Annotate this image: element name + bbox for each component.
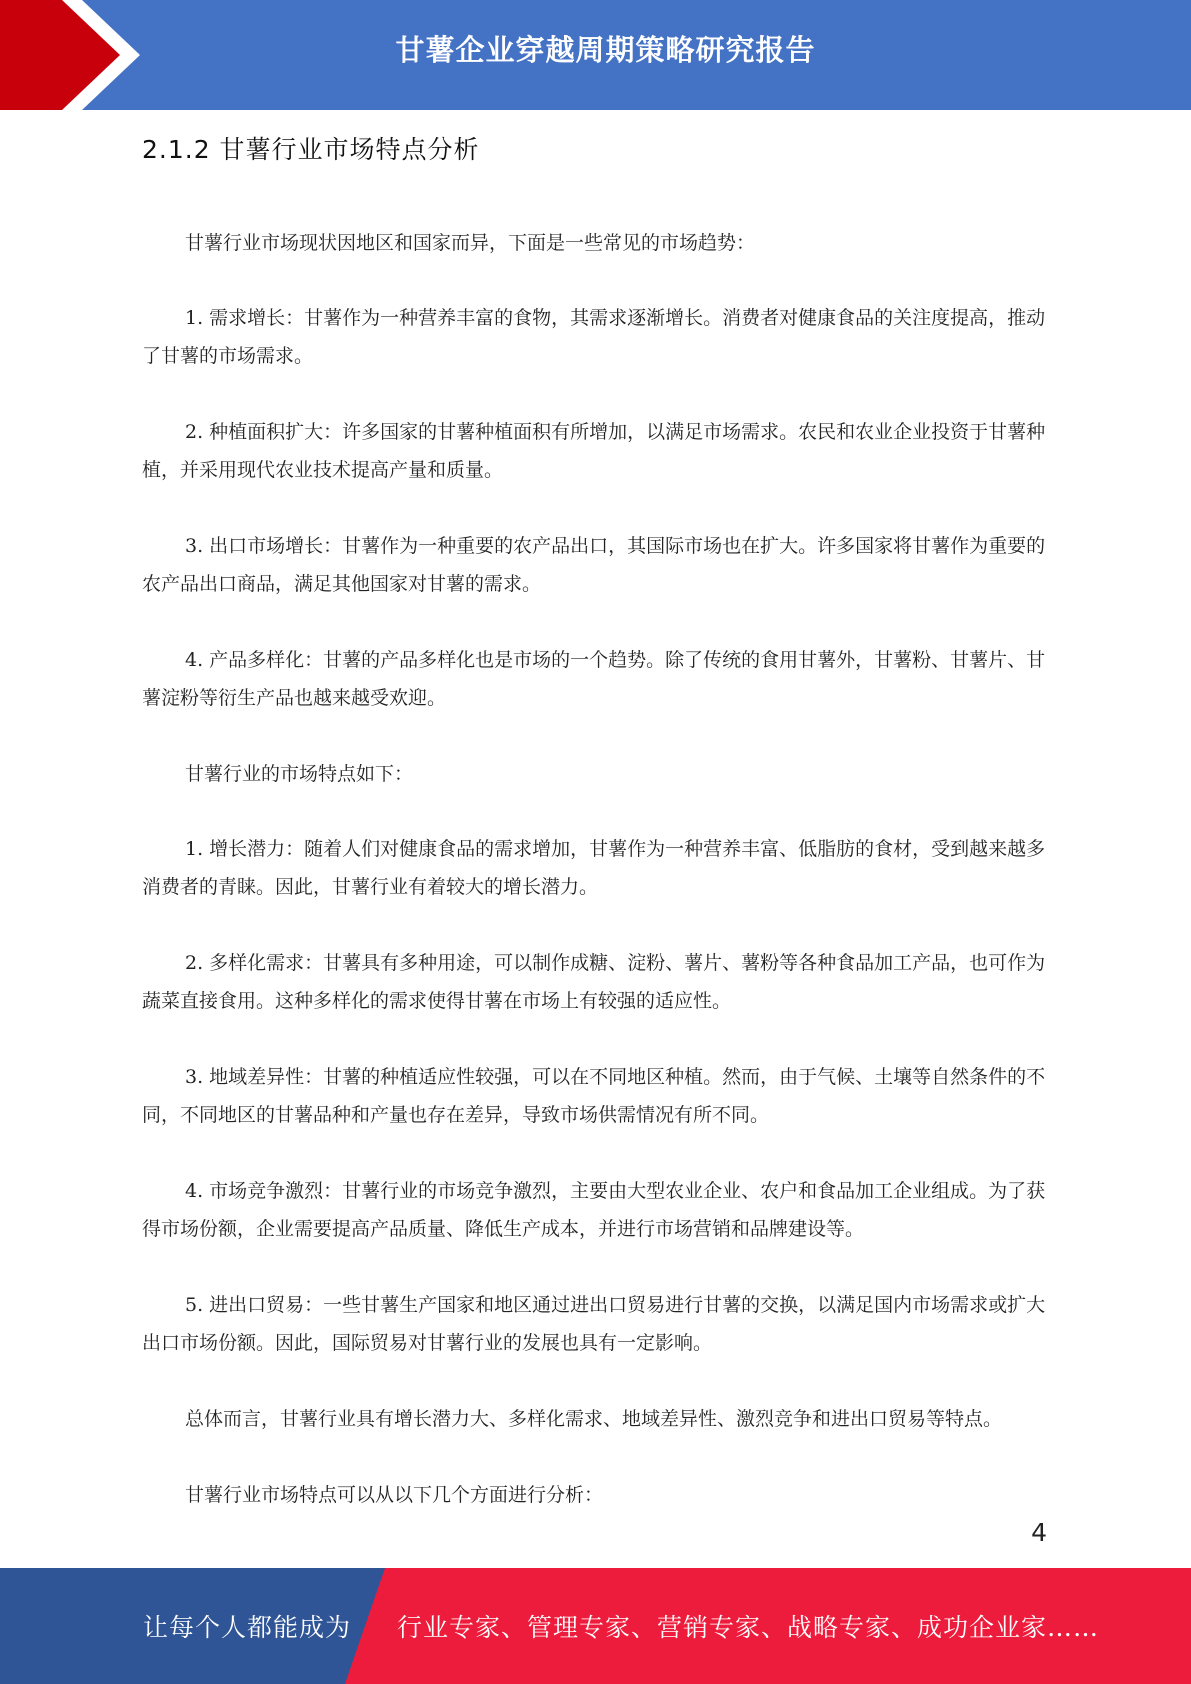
report-title: 甘薯企业穿越周期策略研究报告	[395, 32, 816, 67]
paragraph-feature-4: 4. 市场竞争激烈：甘薯行业的市场竞争激烈，主要由大型农业企业、农户和食品加工企业组成。为了获得市场份额，企业需要提高产品质量、降低生产成本，并进行市场营销和品牌建设等。	[142, 1180, 1046, 1240]
paragraph-feature-3: 3. 地域差异性：甘薯的种植适应性较强，可以在不同地区种植。然而，由于气候、土壤等自然条件的不同，不同地区的甘薯品种和产量也存在差异，导致市场供需情况有所不同。	[142, 1066, 1046, 1126]
page-footer	[0, 1568, 1191, 1684]
section-heading: 2.1.2 甘薯行业市场特点分析	[142, 135, 480, 164]
paragraph-summary: 总体而言，甘薯行业具有增长潜力大、多样化需求、地域差异性、激烈竞争和进出口贸易等特点。	[185, 1408, 1003, 1430]
footer-slogan-right: 行业专家、管理专家、营销专家、战略专家、成功企业家……	[397, 1613, 1100, 1642]
paragraph-analysis-intro: 甘薯行业市场特点可以从以下几个方面进行分析：	[185, 1484, 604, 1506]
paragraph-trend-4: 4. 产品多样化：甘薯的产品多样化也是市场的一个趋势。除了传统的食用甘薯外，甘薯粉、甘薯片、甘薯淀粉等衍生产品也越来越受欢迎。	[142, 649, 1046, 709]
paragraph-intro: 甘薯行业市场现状因地区和国家而异，下面是一些常见的市场趋势：	[185, 232, 756, 254]
paragraph-feature-1: 1. 增长潜力：随着人们对健康食品的需求增加，甘薯作为一种营养丰富、低脂肪的食材，受到越来越多消费者的青睐。因此，甘薯行业有着较大的增长潜力。	[142, 838, 1046, 898]
page-header	[0, 0, 1191, 110]
page-number: 4	[1031, 1518, 1047, 1547]
paragraph-feature-5: 5. 进出口贸易：一些甘薯生产国家和地区通过进出口贸易进行甘薯的交换，以满足国内市场需求或扩大出口市场份额。因此，国际贸易对甘薯行业的发展也具有一定影响。	[142, 1294, 1046, 1354]
footer-slogan-left: 让每个人都能成为	[143, 1613, 352, 1642]
paragraph-trend-1: 1. 需求增长：甘薯作为一种营养丰富的食物，其需求逐渐增长。消费者对健康食品的关注度提高，推动了甘薯的市场需求。	[142, 307, 1046, 367]
paragraph-trend-2: 2. 种植面积扩大：许多国家的甘薯种植面积有所增加，以满足市场需求。农民和农业企业投资于甘薯种植，并采用现代农业技术提高产量和质量。	[142, 421, 1046, 481]
paragraph-feature-2: 2. 多样化需求：甘薯具有多种用途，可以制作成糖、淀粉、薯片、薯粉等各种食品加工产品，也可作为蔬菜直接食用。这种多样化的需求使得甘薯在市场上有较强的适应性。	[142, 952, 1046, 1012]
paragraph-trend-3: 3. 出口市场增长：甘薯作为一种重要的农产品出口，其国际市场也在扩大。许多国家将甘薯作为重要的农产品出口商品，满足其他国家对甘薯的需求。	[142, 535, 1046, 595]
paragraph-features-intro: 甘薯行业的市场特点如下：	[185, 763, 414, 785]
